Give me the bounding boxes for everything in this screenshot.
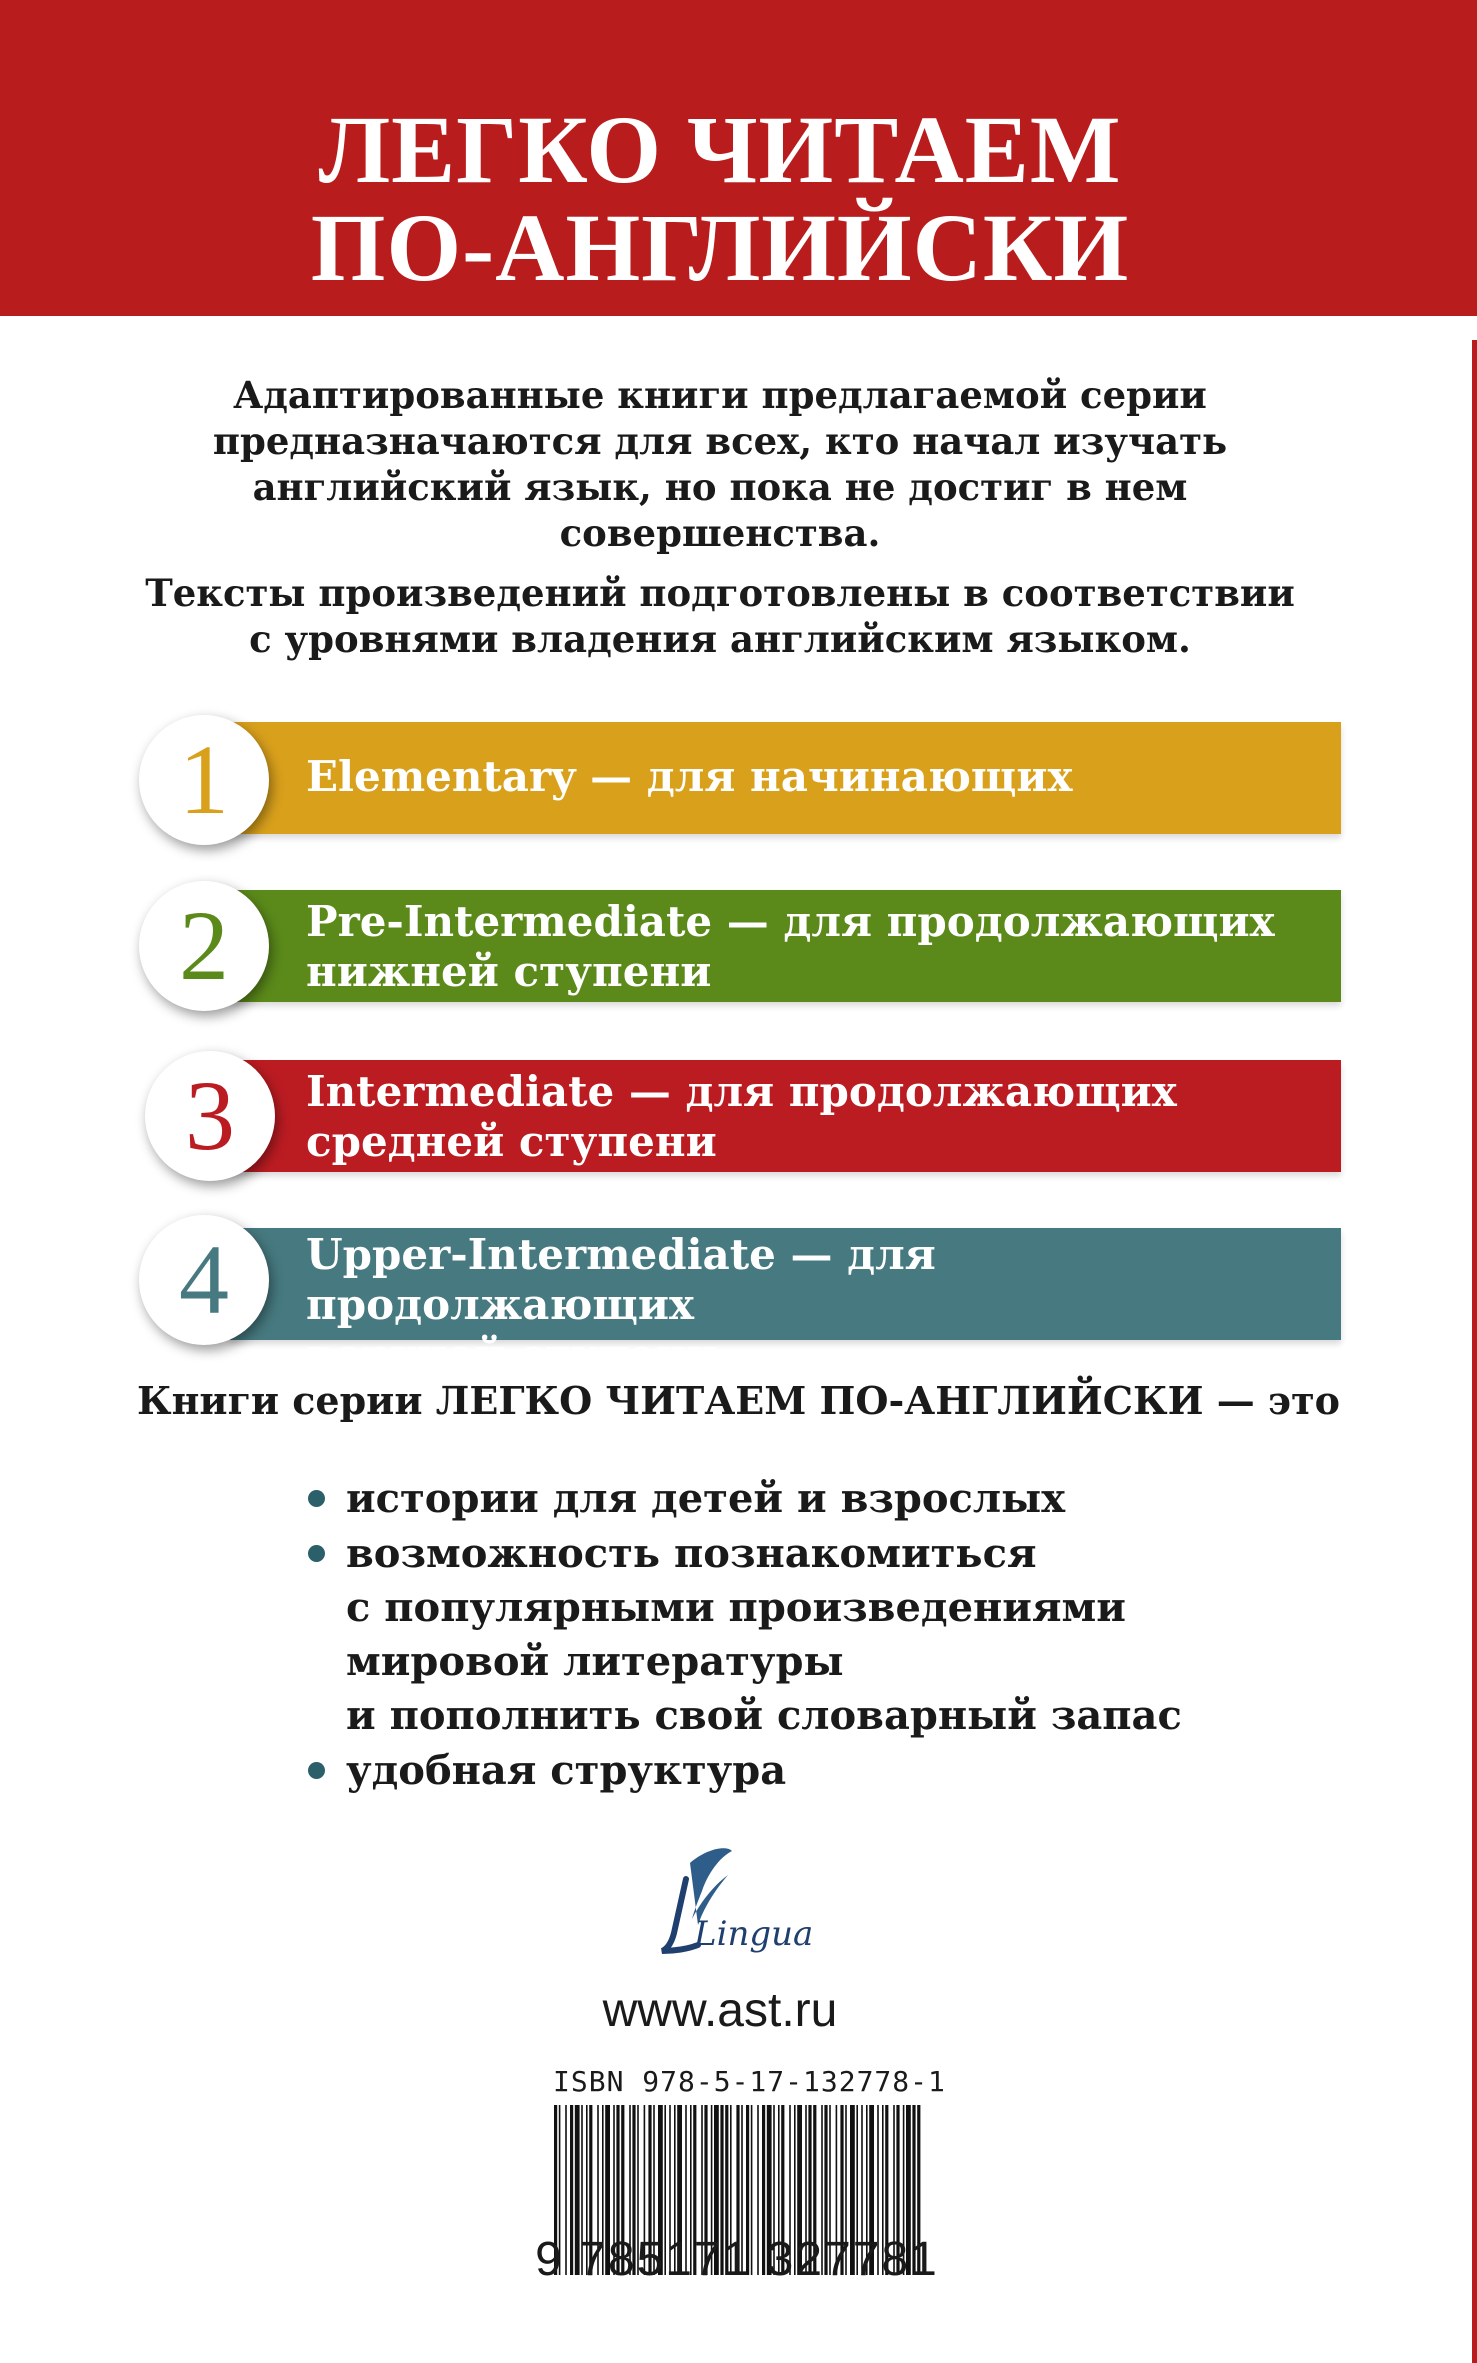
level-4-label-line-1: Upper-Intermediate — для продолжающих xyxy=(306,1230,936,1329)
intro-line-3: английский язык, но пока не достиг в нем xyxy=(252,465,1188,509)
level-3-number: 3 xyxy=(145,1051,275,1181)
bullet-dot xyxy=(308,1490,325,1507)
intro-line-1: Адаптированные книги предлагаемой серии xyxy=(233,373,1207,417)
intro-line-6: с уровнями владения английским языком. xyxy=(249,617,1191,661)
intro-line-4: совершенства. xyxy=(559,511,881,555)
level-4-number: 4 xyxy=(139,1215,269,1345)
level-2-label-line-2: нижней ступени xyxy=(306,947,712,996)
feature-3-line-1: удобная структура xyxy=(346,1747,787,1794)
intro-line-2: предназначаются для всех, кто начал изучать xyxy=(212,419,1228,463)
intro-line-5: Тексты произведений подготовлены в соответствии xyxy=(145,571,1295,615)
feature-2-line-4: и пополнить свой словарный запас xyxy=(346,1692,1182,1739)
feature-2-line-2: с популярными произведениями xyxy=(346,1584,1126,1631)
book-series-title-line-2: ПО-АНГЛИЙСКИ xyxy=(310,194,1130,301)
lingua-logo xyxy=(628,1845,818,1965)
level-4-label-line-2: верхней ступени xyxy=(306,1330,718,1379)
level-3-label-line-2: средней ступени xyxy=(306,1117,717,1166)
isbn-label: ISBN 978-5-17-132778-1 xyxy=(553,2065,946,2098)
level-3-label xyxy=(306,1067,1316,1167)
bullet-dot xyxy=(308,1762,325,1779)
publisher-website: www.ast.ru xyxy=(602,1984,838,2037)
series-statement: Книги серии ЛЕГКО ЧИТАЕМ ПО-АНГЛИЙСКИ — это xyxy=(137,1378,1340,1423)
feature-2-line-1: возможность познакомиться xyxy=(346,1530,1037,1577)
level-1-number: 1 xyxy=(139,715,269,845)
feature-1-line-1: истории для детей и взрослых xyxy=(346,1475,1066,1522)
spine-edge xyxy=(1472,340,1477,2363)
title-banner xyxy=(0,0,1477,316)
level-2-number: 2 xyxy=(139,881,269,1011)
level-1-label: Elementary — для начинающих xyxy=(306,752,1073,801)
lingua-logo-text: Lingua xyxy=(694,1914,814,1954)
book-series-title-line-1: ЛЕГКО ЧИТАЕМ xyxy=(318,96,1122,203)
level-4-label xyxy=(306,1230,1316,1380)
barcode-digits: 9 785171 327781 xyxy=(535,2233,939,2286)
bullet-dot xyxy=(308,1545,325,1562)
level-2-label-line-1: Pre-Intermediate — для продолжающих xyxy=(306,897,1275,946)
level-2-label xyxy=(306,897,1316,997)
feature-2-line-3: мировой литературы xyxy=(346,1638,844,1685)
level-3-label-line-1: Intermediate — для продолжающих xyxy=(306,1067,1177,1116)
